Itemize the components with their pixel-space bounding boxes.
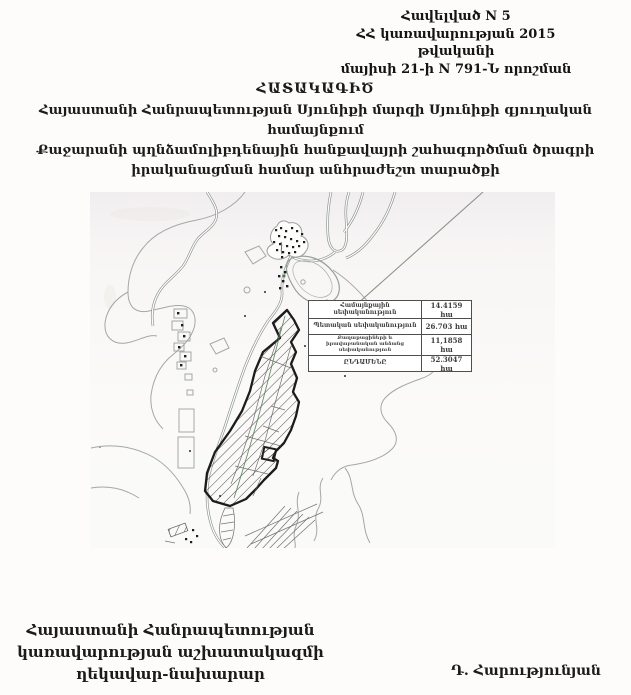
subtitle-line-2: Քաջարանի պղնձամոլիբդենային հանքավայրի շահագործման ծրագրի	[36, 143, 595, 158]
project-area	[205, 310, 299, 506]
table-row-label-total: ԸՆԴԱՄԵՆԸ	[309, 355, 421, 371]
annex-line-3: մայիսի 21-ի N 791-Ն որոշման	[340, 61, 572, 77]
subtitle-line-3: իրականացման համար անհրաժեշտ տարածքի	[131, 163, 500, 178]
subtitle-line-1: Հայաստանի Հանրապետության Սյունիքի մարզի Սյունիքի գյուղական համայնքում	[38, 103, 593, 138]
table-row-value-total: 52.3047 հա	[421, 355, 471, 371]
terraces	[219, 504, 323, 548]
cadastral-map	[90, 192, 555, 548]
table-row-label: Պետական սեփականություն	[309, 318, 421, 334]
scan-artifacts	[99, 207, 190, 448]
table-row-value: 14.4159 հա	[421, 301, 471, 318]
table-row-value: 26.703 հա	[421, 318, 471, 334]
signatory-line-1: Հայաստանի Հանրապետության	[26, 621, 315, 639]
annex-line-2: ՀՀ կառավարության 2015 թվականի	[356, 26, 556, 59]
annex-line-1: Հավելված N 5	[401, 9, 511, 24]
signatory-name: Դ. Հարությունյան	[451, 663, 601, 679]
page-title: ՀԱՏԱԿԱԳԻԾ	[256, 81, 375, 97]
land-ownership-table	[308, 300, 472, 372]
annex-reference	[325, 8, 587, 78]
document-subtitle	[0, 101, 631, 181]
table-row-label: Համայնքային սեփականություն	[333, 301, 397, 316]
table-row-value: 11,1858 հա	[421, 334, 471, 355]
signatory-line-3: ղեկավար-նախարար	[76, 665, 265, 683]
signatory-line-2: կառավարության աշխատակազմի	[17, 643, 324, 661]
table-row-label: Քաղաքացիների և իրավաբանական անձանց սեփականություն	[309, 334, 421, 355]
project-area-polygon	[205, 310, 299, 506]
signatory-title-block	[3, 619, 338, 685]
